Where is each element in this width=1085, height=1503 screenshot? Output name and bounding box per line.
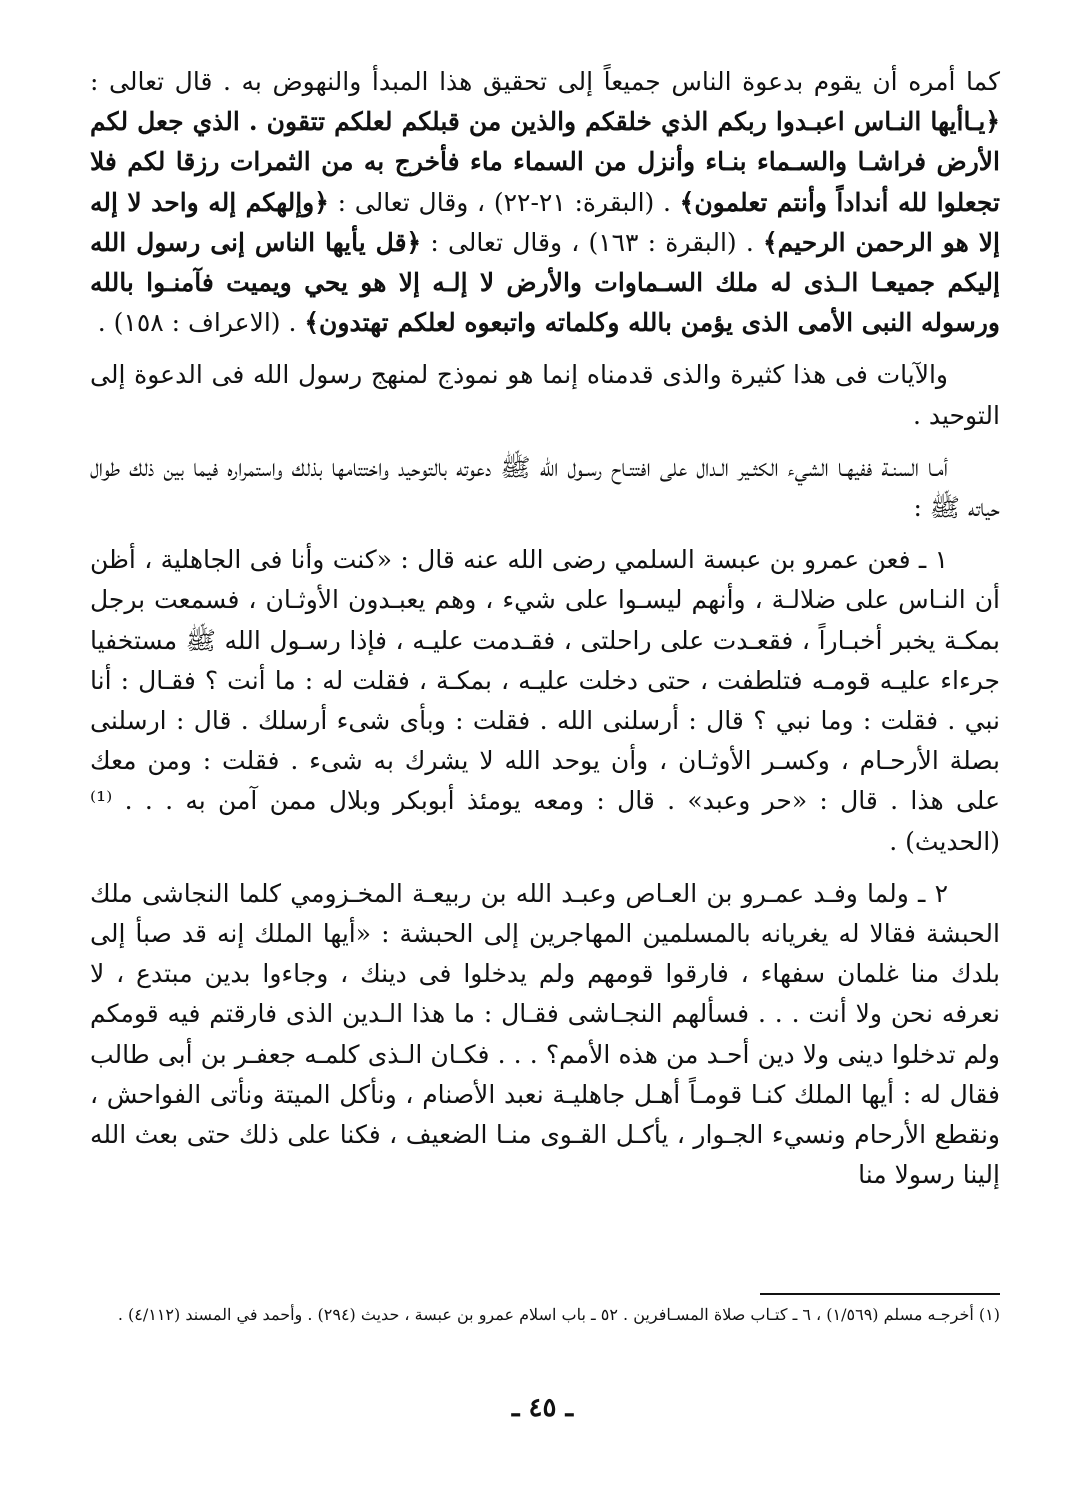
page-number: ـ ٤٥ ـ [511, 1393, 574, 1423]
quran-verse-baqarah-21-22: ﴿يـاأيها النـاس اعبـدوا ربكم الذي خلقكم والذين من قبلكم لعلكم تتقون . الذي جعل لكم الأرض فراشـا والسـماء بنـاء وأنزل من السماء ماء فأخرج به من الثمرات رزقا لكم فلا تجعلوا لله أنداداً وأنتم تعلمون﴾ [90, 107, 1001, 217]
citation-araf-158: . (الاعراف : ١٥٨) . [97, 308, 305, 338]
quran-verse-araf-158: ﴿قل يأيها الناس إنى رسول الله إليكم جميعـا الـذى له ملك السـماوات والأرض لا إلـه إلا هو يحي ويميت فآمنـوا بالله ورسوله النبى الأمى الذى يؤمن بالله وكلماته واتبعوه لعلكم تهتدون﴾ [90, 227, 1000, 338]
paragraph-5-najashi: ٢ ـ ولما وفـد عمـرو بن العـاص وعبـد الله بن ربيعـة المخـزومي كلما النجاشى ملك الحبشة فقالا له يغريانه بالمسلمين المهاجرين إلى الحبشة : «أيها الملك إنه قد صبأ إلى بلدك منا غلمان سفهاء ، فارقوا قومهم ولم يدخلوا فى دينك ، وجاءوا بدين مبتدع ، لا نعرفه نحن ولا أنت . . . فسألهم النجـاشى فقـال : ما هذا الـدين الذى فارقتم فيه قومكم ولم تدخلوا دينى ولا دين أحـد من هذه الأمم؟ . . . فكـان الـذى كلمـه جعفـر بن أبى طالب فقال له : أيها الملك كنـا قومـاً أهـل جاهليـة نعبد الأصنام ، ونأكل الميتة ونأتى الفواحش ، ونقطع الأرحام ونسيء الجـوار ، يأكـل القـوى منـا الضعيف ، فكنا على ذلك حتى بعث الله إلينا رسولا منا [90, 878, 1000, 1190]
citation-baqarah-163: . (البقرة : ١٦٣) ، وقال تعالى : [421, 227, 763, 257]
quran-verse-baqarah-163: ﴿وإلهكم إله واحد لا إله إلا هو الرحمن الرحيم﴾ [90, 187, 1000, 257]
paragraph-1 [90, 62, 1000, 343]
paragraph-2: والآيات فى هذا كثيرة والذى قدمناه إنما هو نموذج لمنهج رسول الله فى الدعوة إلى التوحيد . [90, 360, 1000, 430]
footnote-1: (١) أخرجـه مسلم (١/٥٦٩) ، ٦ ـ كتـاب صلاة المسـافرين . ٥٢ ـ باب اسلام عمرو بن عبسة ، حديث (٢٩٤) . وأحمد في المسند (٤/١١٢) . [117, 1305, 1000, 1324]
paragraph-1-intro: كما أمره أن يقوم بدعوة الناس جميعاً إلى تحقيق هذا المبدأ والنهوض به . قال تعالى : [90, 67, 1000, 96]
paragraph-3: أمـا السنـة ففيهـا الشيء الكثـير الـدال على افتتـاح رسـول الله ﷺ دعوته بالتوحيد واختتامها بذلك واستمراره فيما بين ذلك طوال حياته ﷺ : [90, 452, 1000, 523]
citation-baqarah-21-22: . (البقرة: ٢١-٢٢) ، وقال تعالى : [328, 187, 680, 217]
page-body [90, 62, 1000, 1207]
footnote-divider [760, 1293, 1000, 1295]
paragraph-4-hadith-amr-ibn-abasa: ١ ـ فعن عمرو بن عبسة السلمي رضى الله عنه قال : «كنت وأنا فى الجاهلية ، أظن أن النـاس على ضلالـة ، وأنهم ليسـوا على شيء ، وهم يعبـدون الأوثـان ، فسمعت برجل بمكـة يخبر أخبـاراً ، فقعـدت على راحلتى ، فقـدمت عليـه ، فإذا رسـول الله ﷺ مستخفيا جرءاء عليـه قومـه فتلطفت ، حتى دخلت عليـه ، بمكـة ، فقلت له : ما أنت ؟ فقـال : أنا نبي . فقلت : وما نبي ؟ قال : أرسلنى الله . فقلت : وبأى شىء أرسلك . قال : ارسلنى بصلة الأرحـام ، وكسـر الأوثـان ، وأن يوحد الله لا يشرك به شىء . فقلت : ومن معك على هذا . قال : «حر وعبد» . قال : ومعه يومئذ أبوبكر وبلال ممن آمن به . . . ⁽¹⁾ (الحديث) . [90, 545, 1000, 856]
